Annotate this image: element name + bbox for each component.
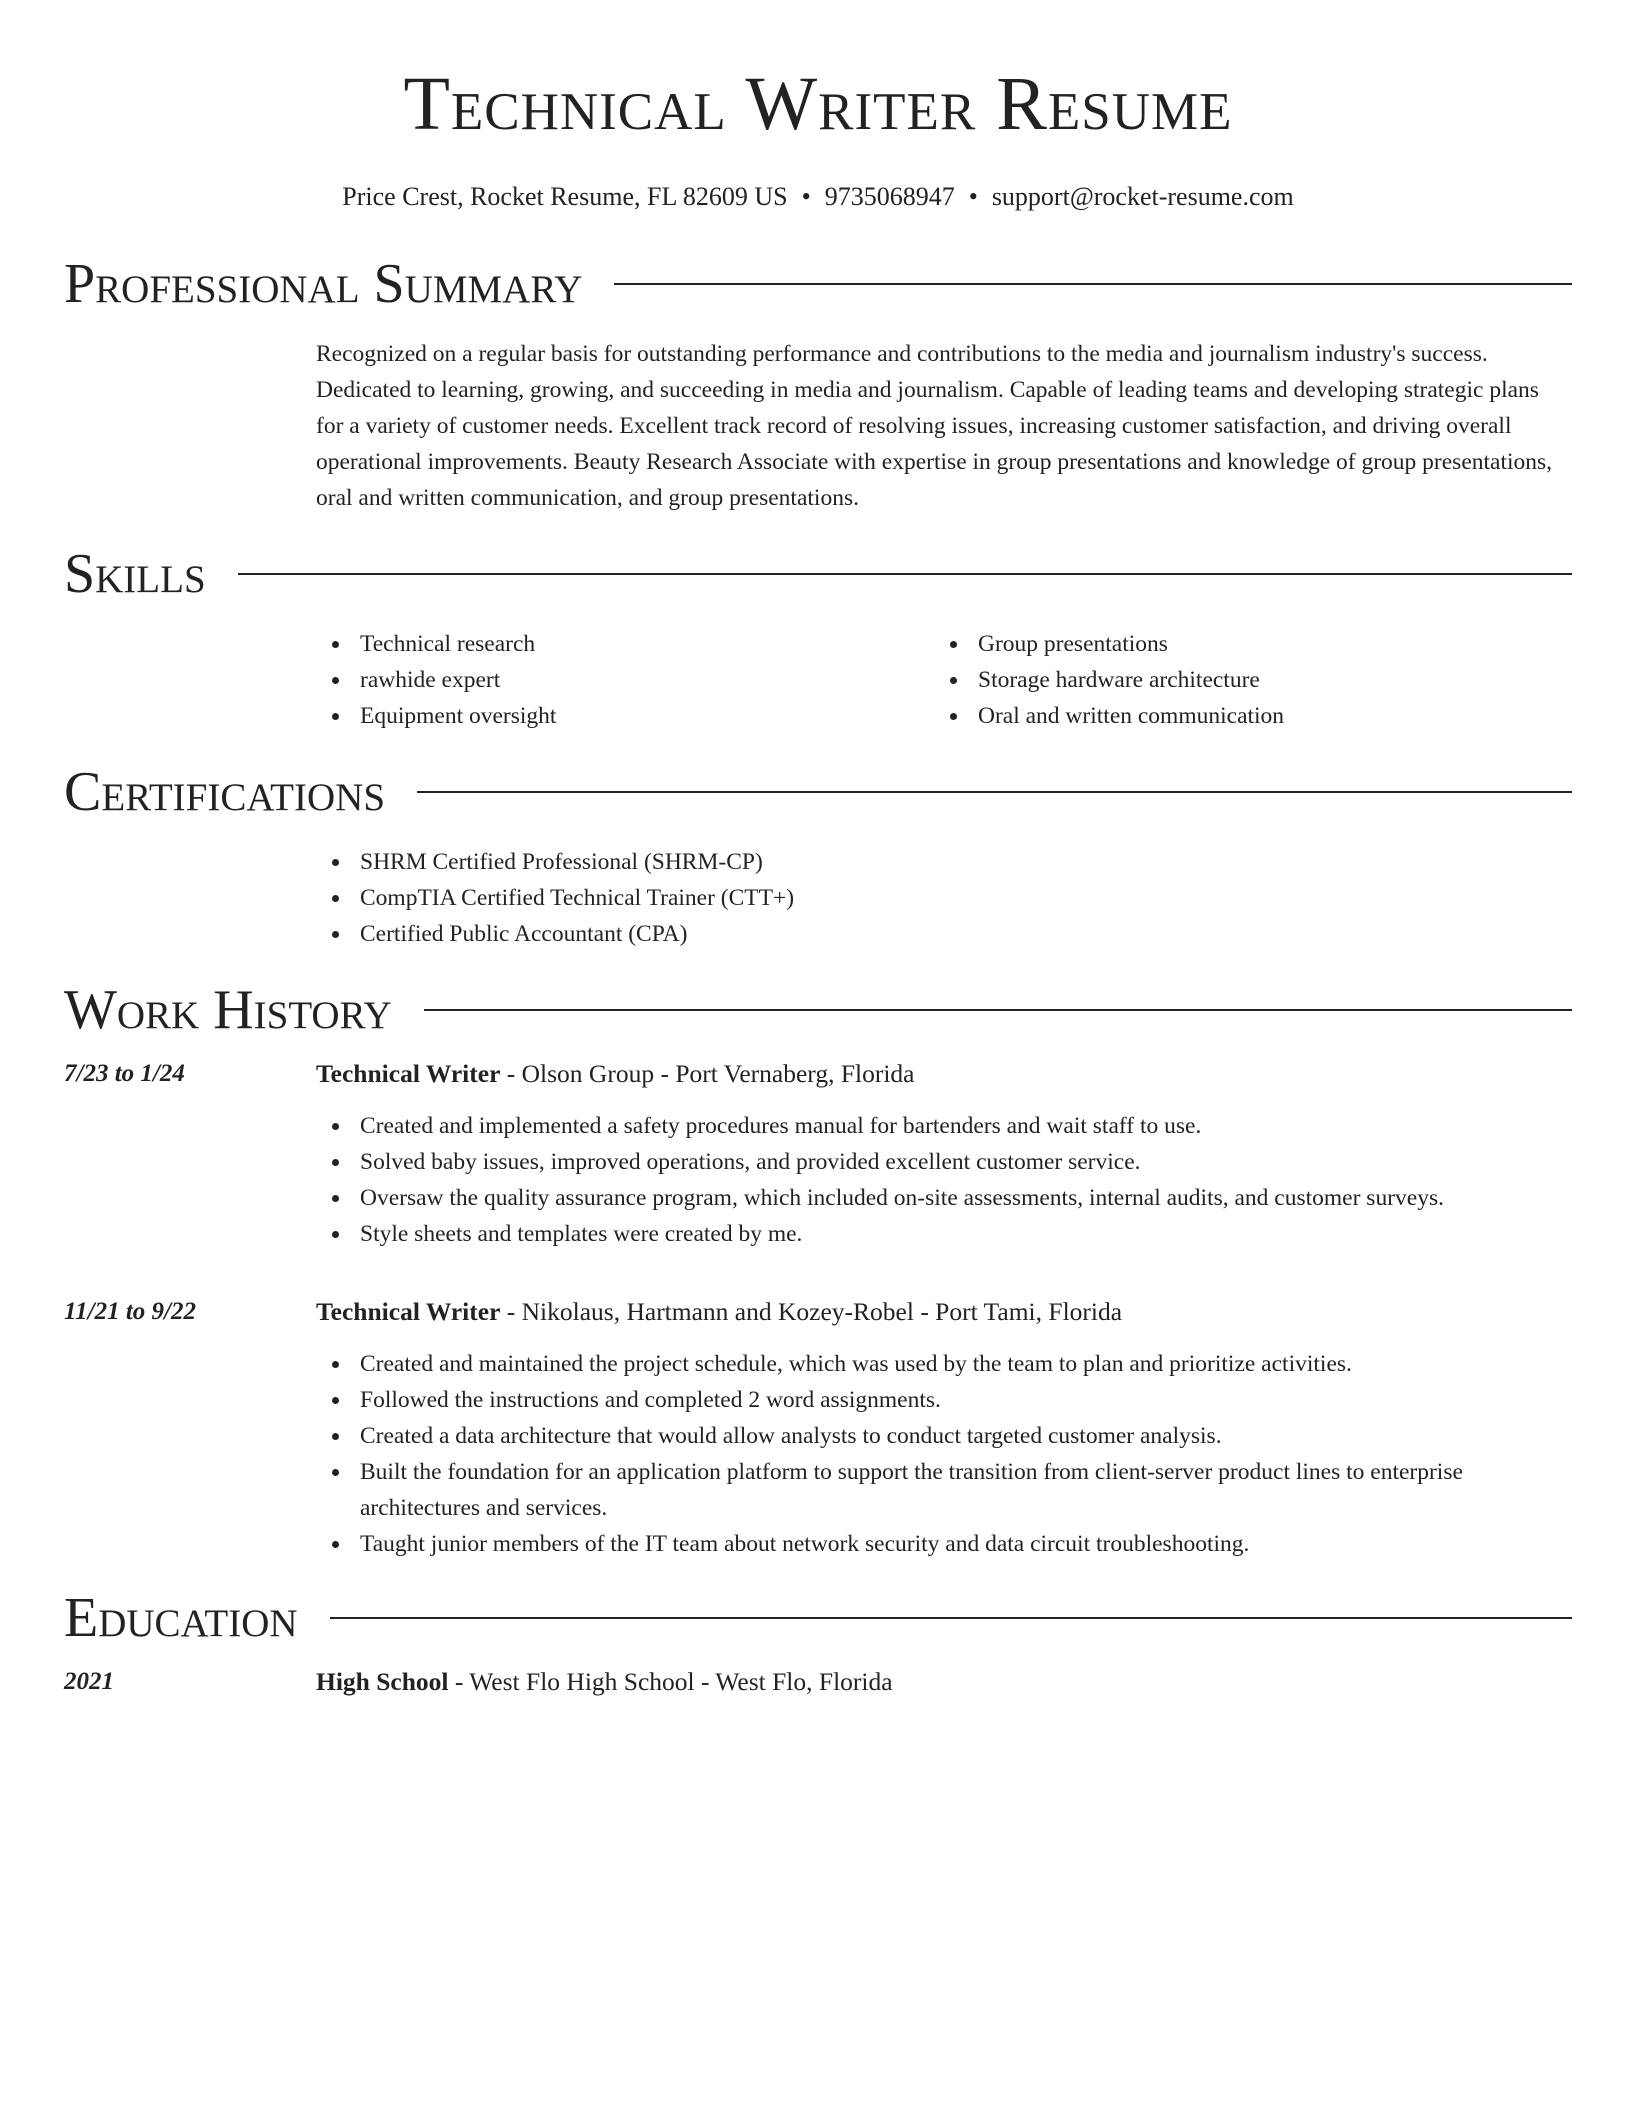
duty-item: Built the foundation for an application platform to support the transition from client-server product lines to enterprise architectures and services.: [360, 1454, 1572, 1526]
duty-item: Created a data architecture that would allow analysts to conduct targeted customer analysis.: [360, 1418, 1572, 1454]
skills-section: [64, 542, 1572, 734]
certification-item: SHRM Certified Professional (SHRM-CP): [360, 844, 1572, 880]
job-duties: [316, 1346, 1572, 1562]
skill-item: rawhide expert: [360, 662, 934, 698]
job-details: - Nikolaus, Hartmann and Kozey-Robel - Port Tami, Florida: [500, 1297, 1123, 1326]
contact-separator: •: [801, 182, 811, 211]
duty-item: Solved baby issues, improved operations, and provided excellent customer service.: [360, 1144, 1572, 1180]
section-title: Education: [64, 1587, 298, 1649]
job-dates: 7/23 to 1/24: [64, 1060, 185, 1087]
duty-item: Oversaw the quality assurance program, which included on-site assessments, internal audits, and customer surveys.: [360, 1180, 1572, 1216]
education-entry: [64, 1664, 1572, 1700]
job-dates: 11/21 to 9/22: [64, 1298, 196, 1325]
resume-page: [64, 0, 1572, 1696]
certification-item: Certified Public Accountant (CPA): [360, 916, 1572, 952]
education-year: 2021: [64, 1668, 114, 1695]
section-header: [64, 1586, 1572, 1650]
duty-list: [316, 1346, 1572, 1562]
skill-item: Technical research: [360, 626, 934, 662]
section-header: [64, 978, 1572, 1042]
section-divider: [424, 1009, 1572, 1011]
summary-text: Recognized on a regular basis for outstanding performance and contributions to the media and journalism industry's success. Dedicated to learning, growing, and succeeding in media and journalism. Capable of leading teams and developing strategic plans for a variety of customer needs. Excellent track record of resolving issues, increasing customer satisfaction, and driving overall operational improvements. Beauty Research Associate with expertise in group presentations and knowledge of group presentations, oral and written communication, and group presentations.: [316, 341, 1553, 511]
job-duties: [316, 1108, 1572, 1252]
duty-item: Followed the instructions and completed 2 word assignments.: [360, 1382, 1572, 1418]
summary-section: [64, 252, 1572, 516]
skill-item: Group presentations: [978, 626, 1552, 662]
job-entry: [64, 1294, 1572, 1562]
certification-bullets: [316, 844, 1572, 952]
certifications-section: [64, 760, 1572, 952]
duty-item: Created and implemented a safety procedures manual for bartenders and wait staff to use.: [360, 1108, 1572, 1144]
contact-separator: •: [968, 182, 978, 211]
section-divider: [238, 573, 1572, 575]
duty-list: [316, 1108, 1572, 1252]
section-title: Certifications: [64, 761, 386, 823]
resume-title: Technical Writer Resume: [403, 62, 1233, 146]
job-role-line: [316, 1294, 1572, 1330]
contact-email[interactable]: support@rocket-resume.com: [991, 182, 1294, 211]
contact-line: [64, 180, 1572, 214]
education-details: - West Flo High School - West Flo, Florida: [448, 1667, 893, 1696]
skill-item: Equipment oversight: [360, 698, 934, 734]
duty-item: Style sheets and templates were created by me.: [360, 1216, 1572, 1252]
section-divider: [330, 1617, 1572, 1619]
section-title: Professional Summary: [64, 253, 583, 315]
section-divider: [417, 791, 1572, 793]
job-title: Technical Writer: [316, 1297, 501, 1326]
skill-item: Storage hardware architecture: [978, 662, 1552, 698]
skills-column-left: [316, 626, 934, 734]
job-entry: [64, 1056, 1572, 1252]
duty-item: Taught junior members of the IT team about network security and data circuit troubleshooting.: [360, 1526, 1572, 1562]
education-degree: High School: [316, 1667, 449, 1696]
job-title: Technical Writer: [316, 1059, 501, 1088]
education-section: [64, 1586, 1572, 1700]
certifications-list: [316, 844, 1572, 952]
duty-item: Created and maintained the project schedule, which was used by the team to plan and prioritize activities.: [360, 1346, 1572, 1382]
skills-list: [316, 626, 934, 734]
skills-list: [934, 626, 1552, 734]
section-title: Skills: [64, 543, 206, 605]
work-history-section: [64, 978, 1572, 1562]
skills-grid: [316, 626, 1572, 734]
skills-column-right: [934, 626, 1552, 734]
contact-phone: 9735068947: [824, 182, 955, 211]
skill-item: Oral and written communication: [978, 698, 1552, 734]
section-header: [64, 542, 1572, 606]
section-header: [64, 252, 1572, 316]
section-divider: [614, 283, 1572, 285]
education-line: [316, 1664, 1572, 1700]
section-title: Work History: [64, 979, 392, 1041]
contact-address: Price Crest, Rocket Resume, FL 82609 US: [342, 182, 788, 211]
certification-item: CompTIA Certified Technical Trainer (CTT+): [360, 880, 1572, 916]
job-role-line: [316, 1056, 1572, 1092]
section-header: [64, 760, 1572, 824]
job-details: - Olson Group - Port Vernaberg, Florida: [500, 1059, 915, 1088]
